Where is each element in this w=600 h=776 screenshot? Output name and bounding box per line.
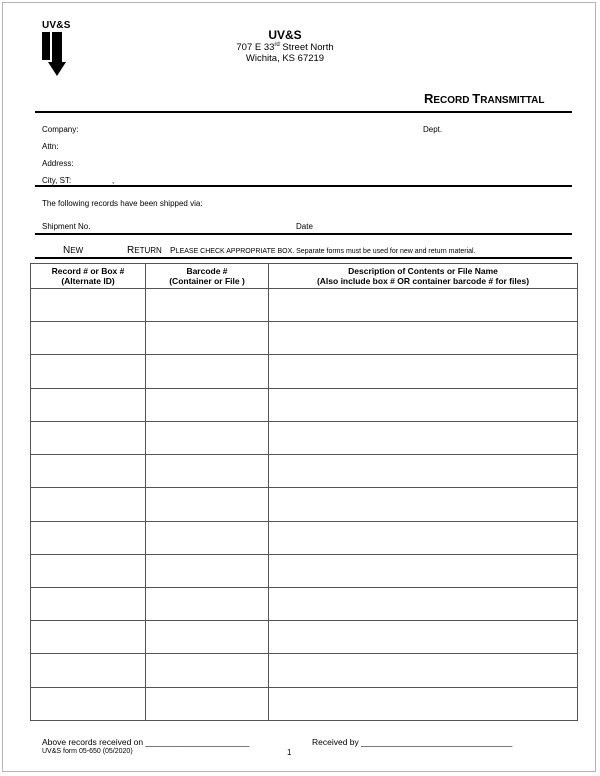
table-row [31, 654, 578, 687]
description-cell[interactable] [269, 355, 578, 388]
address-line-2: Wichita, KS 67219 [245, 53, 325, 64]
table-row [31, 587, 578, 620]
table-row [31, 621, 578, 654]
table-row [31, 488, 578, 521]
records-table [30, 263, 578, 721]
table-row [31, 687, 578, 720]
record-cell[interactable] [31, 521, 146, 554]
address-label: Address: [42, 159, 74, 168]
barcode-cell[interactable] [146, 654, 269, 687]
received-by-field[interactable]: Received by ________________________________ [312, 737, 513, 747]
address-line-1: 707 E 33rd Street North [236, 42, 334, 54]
barcode-cell[interactable] [146, 488, 269, 521]
barcode-cell[interactable] [146, 421, 269, 454]
page-number: 1 [287, 748, 292, 757]
description-cell[interactable] [269, 654, 578, 687]
logo-arrow-icon [39, 32, 75, 78]
record-cell[interactable] [31, 455, 146, 488]
description-cell[interactable] [269, 621, 578, 654]
barcode-cell[interactable] [146, 355, 269, 388]
table-row [31, 455, 578, 488]
barcode-cell[interactable] [146, 554, 269, 587]
date-label: Date [296, 222, 313, 231]
record-cell[interactable] [31, 554, 146, 587]
col-description-header: Description of Contents or File Name (Also include box # OR container barcode # for files) [269, 264, 578, 289]
description-cell[interactable] [269, 488, 578, 521]
form-number: UV&S form 05-650 (05/2020) [42, 748, 133, 755]
received-on-field[interactable]: Above records received on ______________________ [42, 737, 250, 747]
record-cell[interactable] [31, 355, 146, 388]
table-row [31, 421, 578, 454]
description-cell[interactable] [269, 322, 578, 355]
form-title: RECORD TRANSMITTAL [424, 91, 545, 106]
divider-checkbox [35, 257, 572, 259]
attn-label: Attn: [42, 142, 59, 151]
divider-top [35, 111, 572, 113]
table-row [31, 322, 578, 355]
record-cell[interactable] [31, 621, 146, 654]
dept-label: Dept. [423, 125, 443, 134]
description-cell[interactable] [269, 289, 578, 322]
shipment-no-label: Shipment No. [42, 222, 91, 231]
barcode-cell[interactable] [146, 322, 269, 355]
table-row [31, 554, 578, 587]
description-cell[interactable] [269, 455, 578, 488]
barcode-cell[interactable] [146, 521, 269, 554]
check-box-instruction: PLEASE CHECK APPROPRIATE BOX. Separate forms must be used for new and return material. [170, 245, 476, 255]
description-cell[interactable] [269, 554, 578, 587]
col-barcode-header: Barcode # (Container or File ) [146, 264, 269, 289]
record-cell[interactable] [31, 421, 146, 454]
record-cell[interactable] [31, 289, 146, 322]
table-row [31, 388, 578, 421]
record-cell[interactable] [31, 322, 146, 355]
barcode-cell[interactable] [146, 587, 269, 620]
barcode-cell[interactable] [146, 621, 269, 654]
col-record-header: Record # or Box # (Alternate ID) [31, 264, 146, 289]
barcode-cell[interactable] [146, 455, 269, 488]
city-st-label: City, ST: [42, 176, 72, 185]
description-cell[interactable] [269, 421, 578, 454]
description-cell[interactable] [269, 521, 578, 554]
record-cell[interactable] [31, 388, 146, 421]
divider-fields [35, 185, 572, 187]
barcode-cell[interactable] [146, 388, 269, 421]
divider-shipment [35, 233, 572, 235]
logo-text: UV&S [42, 20, 71, 31]
barcode-cell[interactable] [146, 289, 269, 322]
table-row [31, 355, 578, 388]
table-row [31, 521, 578, 554]
barcode-cell[interactable] [146, 687, 269, 720]
table-row [31, 289, 578, 322]
description-cell[interactable] [269, 587, 578, 620]
record-cell[interactable] [31, 488, 146, 521]
record-cell[interactable] [31, 654, 146, 687]
description-cell[interactable] [269, 687, 578, 720]
new-option: NEW [63, 245, 84, 256]
company-name: UV&S [268, 28, 302, 42]
description-cell[interactable] [269, 388, 578, 421]
shipped-via-text: The following records have been shipped via: [42, 199, 203, 208]
record-cell[interactable] [31, 687, 146, 720]
record-cell[interactable] [31, 587, 146, 620]
company-label: Company: [42, 125, 79, 134]
return-option: RETURN [127, 245, 162, 256]
city-st-comma: , [112, 176, 115, 185]
